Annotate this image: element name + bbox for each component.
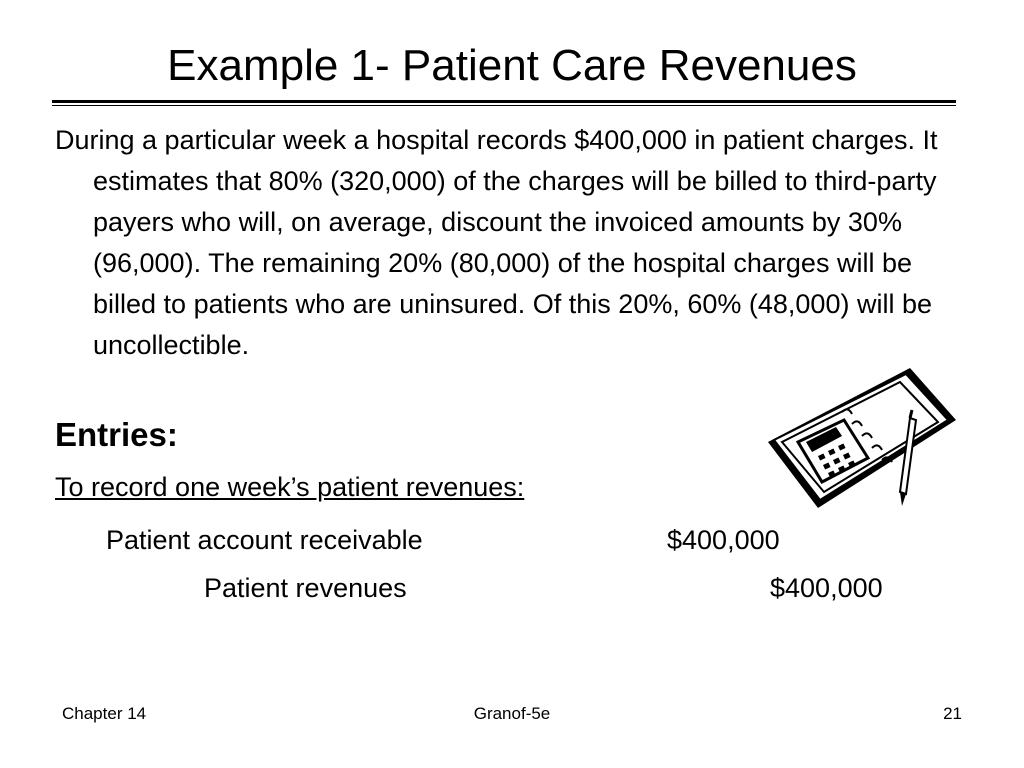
- footer-chapter: Chapter 14: [62, 704, 147, 723]
- footer-page-number: 21: [943, 704, 962, 723]
- credit-account: Patient revenues: [204, 573, 407, 603]
- debit-amount: $400,000: [667, 525, 780, 555]
- entries-heading: Entries:: [55, 416, 178, 453]
- scenario-paragraph: During a particular week a hospital records $400,000 in patient charges. It estimates that 80% (320,000) of the charges will be billed to third-party payers who will, on average, discount the invoiced amounts by 30% (96,000). The remaining 20% (80,000) of the hospital charges will be billed to patients who are uninsured. Of this 20%, 60% (48,000) will be uncollectible.: [55, 125, 938, 360]
- footer-source: Granof-5e: [473, 704, 551, 723]
- slide-body: [55, 120, 945, 366]
- title-divider-thin: [52, 105, 956, 106]
- debit-account: Patient account receivable: [106, 525, 423, 555]
- slide-title: Example 1- Patient Care Revenues: [167, 41, 857, 90]
- record-label: To record one week’s patient revenues:: [55, 472, 525, 502]
- title-divider-thick: [52, 100, 956, 103]
- credit-amount: $400,000: [770, 573, 883, 603]
- calculator-notebook-pencil-icon: [760, 360, 960, 520]
